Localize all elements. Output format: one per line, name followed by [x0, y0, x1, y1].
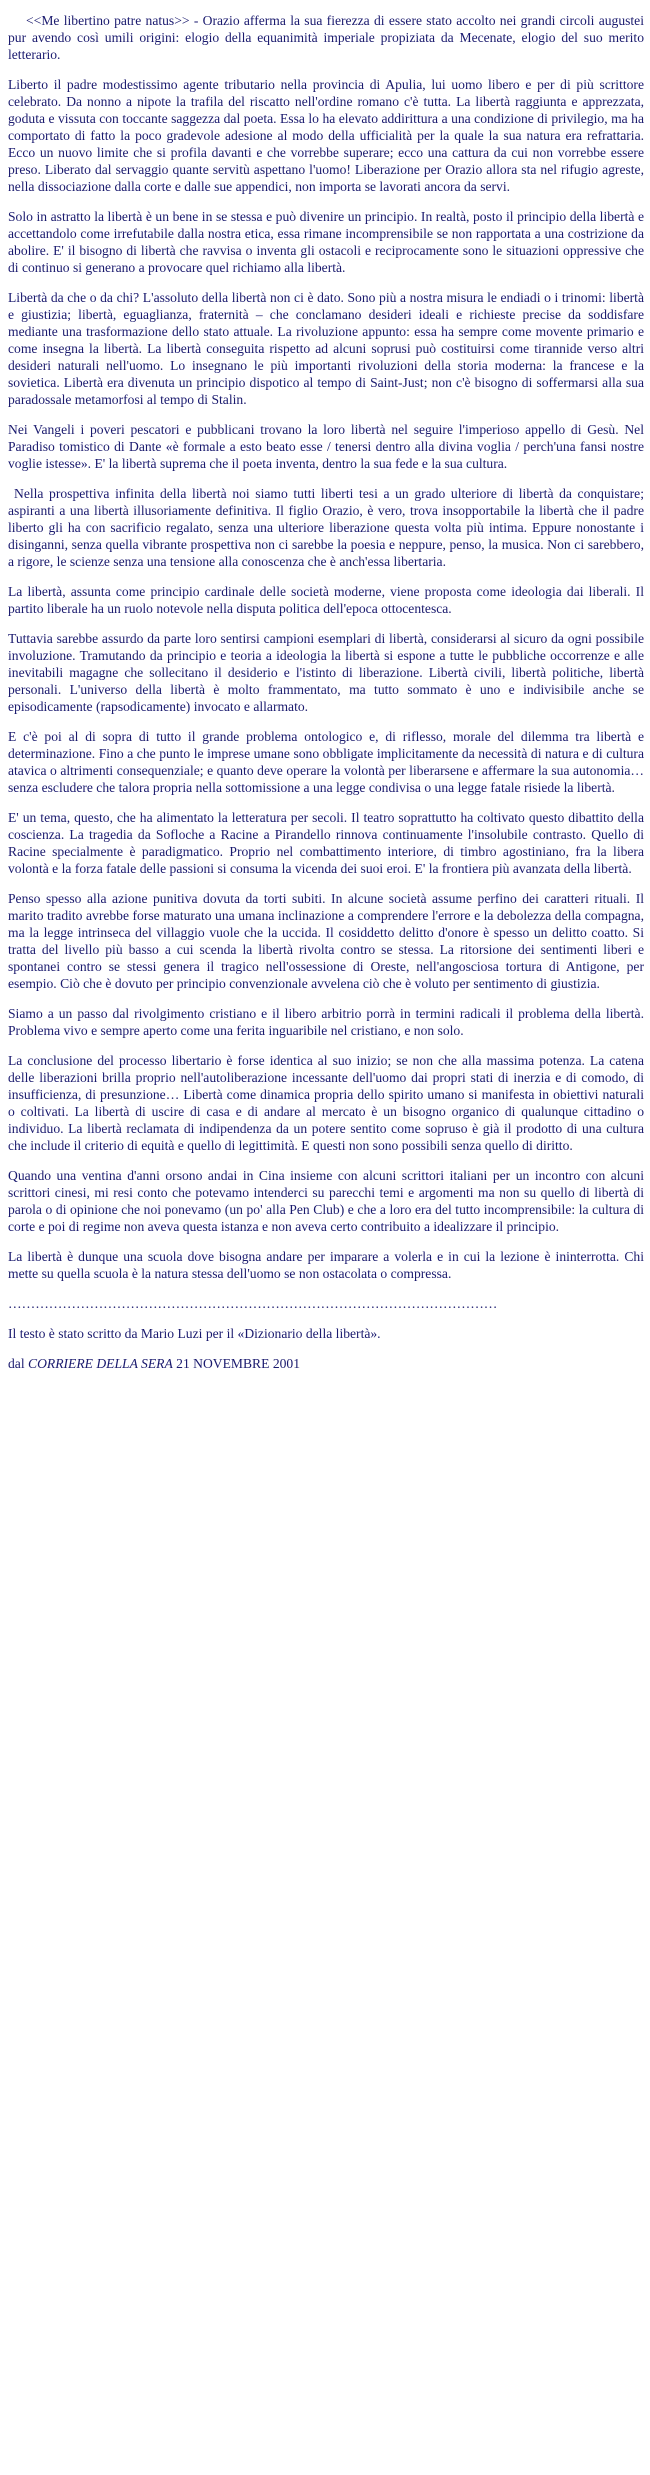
- paragraph-9: E c'è poi al di sopra di tutto il grande problema ontologico e, di riflesso, morale del dilemma tra libertà e determinazione. Fino a che punto le imprese umane sono obbligate implicitamente da necessità di natura e di cultura atavica o altrimenti consequenziale; e quanto deve operare la volontà per liberarsene e affermare la sua autonomia… senza escludere che talora propria nella sottomissione a una legge condivisa o una legge fatale risiede la libertà.: [8, 729, 644, 795]
- paragraph-10: E' un tema, questo, che ha alimentato la letteratura per secoli. Il teatro soprattutto ha coltivato questo dibattito della coscienza. La tragedia da Sofloche a Racine a Pirandello rinnova continuamente l'insolubile contrasto. Quello di Racine specialmente è paradigmatico. Proprio nel combattimento interiore, di timbro agostiniano, fra la libera volontà e la forza fatale delle passioni si consuma la vicenda dei suoi eroi. E' la frontiera più avanzata della libertà.: [8, 810, 644, 876]
- source-publication: CORRIERE DELLA SERA: [28, 1356, 173, 1371]
- paragraph-4: Libertà da che o da chi? L'assoluto della libertà non ci è dato. Sono più a nostra misura le endiadi o i trinomi: libertà e giustizia; libertà, eguaglianza, fraternità – che conclamano desideri ideali e richieste precise da soddisfare mediante una trasformazione dello stato attuale. La rivoluzione appunto: essa ha sempre come movente primario e come insegna la libertà. La libertà conseguita rispetto ad alcuni soprusi può costituirsi come tirannide verso altri desideri naturali nell'uomo. Lo insegnano le più importanti rivoluzioni della storia moderna: la francese e la sovietica. Libertà era divenuta un principio dispotico al tempo di Saint-Just; non c'è bisogno di soffermarsi alla sua paradossale metamorfosi al tempo di Stalin.: [8, 290, 644, 407]
- paragraph-12: Siamo a un passo dal rivolgimento cristiano e il libero arbitrio porrà in termini radicali il problema della libertà. Problema vivo e sempre aperto come una ferita inguaribile nel cristiano, e non solo.: [8, 1006, 644, 1038]
- paragraph-11: Penso spesso alla azione punitiva dovuta da torti subiti. In alcune società assume perfino dei caratteri rituali. Il marito tradito avrebbe forse maturato una umana inclinazione a comprendere l'errore e la debolezza della compagna, ma la legge intrinseca del villaggio vuole che la uccida. Il cosiddetto delitto d'onore è spesso un delitto coatto. Si tratta del livello più basso a cui scenda la libertà rivolta contro se stessa. La ritorsione dei sentimenti liberi e spontanei contro se stessi genera il tragico nell'ossessione di Oreste, nell'angosciosa tortura di Antigone, per esempio. Ciò che è dovuto per principio convenzionale avvelena ciò che è voluto per sentimento di giustizia.: [8, 891, 644, 991]
- paragraph-13: La conclusione del processo libertario è forse identica al suo inizio; se non che alla massima potenza. La catena delle liberazioni brilla proprio nell'autoliberazione incessante dell'uomo dai propri stati di inerzia e di comodo, di insufficienza, di presunzione… Libertà come dinamica propria dello spirito umano si manifesta in obiettivi naturali o coltivati. La libertà di uscire di casa e di andare al mercato è un bisogno organico di qualunque cittadino o individuo. La libertà reclamata di indipendenza da un potere sentito come sopruso è già il prodotto di una cultura che include il criterio di equità e quello di legittimità. E questi non sono possibili senza quello di diritto.: [8, 1053, 644, 1153]
- paragraph-2: Liberto il padre modestissimo agente tributario nella provincia di Apulia, lui uomo libero e per di più scrittore celebrato. Da nonno a nipote la trafila del riscatto nell'ordine romano c'è tutta. La libertà raggiunta e apprezzata, goduta e vissuta con toccante saggezza dal poeta. Essa lo ha elevato addirittura a una condizione di privilegio, ma ha comportato di fatto la poco gradevole adesione al modo della ufficialità per la quale la sua natura era refrattaria. Ecco un nuovo limite che si profila davanti e che vorrebbe superare; ecco una cattura da cui non vorrebbe essere preso. Liberato dal servaggio quante servitù aspettano l'uomo! Liberazione per Orazio allora sta nel rifugio agreste, nella dissociazione dalla corte e dalle sue appendici, non importa se lavorati ancora da servi.: [8, 77, 644, 194]
- author-credit: Il testo è stato scritto da Mario Luzi per il «Dizionario della libertà».: [8, 1326, 381, 1341]
- paragraph-7: La libertà, assunta come principio cardinale delle società moderne, viene proposta come ideologia dai liberali. Il partito liberale ha un ruolo notevole nella disputa politica dell'epoca ottocentesca.: [8, 584, 644, 616]
- paragraph-8: Tuttavia sarebbe assurdo da parte loro sentirsi campioni esemplari di libertà, considerarsi al sicuro da ogni possibile involuzione. Tramutando da principio e teoria a ideologia la libertà si espone a tutte le pubbliche occorrenze e alle inevitabili magagne che sollecitano il desiderio e l'istinto di liberazione. Libertà civili, libertà politiche, libertà personali. L'universo della libertà è molto frammentato, ma tutto sommato è uno e indivisibile anche se episodicamente (rapsodicamente) invocato e allarmato.: [8, 631, 644, 714]
- paragraph-6: Nella prospettiva infinita della libertà noi siamo tutti liberti tesi a un grado ulteriore di libertà da conquistare; aspiranti a una libertà illusoriamente definitiva. Il figlio Orazio, è vero, trova insopportabile la libertà che il padre liberto gli ha con sacrificio regalato, senza una ulteriore liberazione questa volta più intima. Eppure nonostante i disinganni, senza quella vibrante prospettiva non ci sarebbe la poesia e neppure, penso, la musica. Non ci sarebbero, a rigore, le scienze senza una tensione alla conoscenza che è anch'essa libertaria.: [8, 486, 644, 569]
- separator-dots: ………………………………………………………………………………………………: [8, 1296, 498, 1311]
- source-date: 21 NOVEMBRE 2001: [172, 1356, 301, 1371]
- paragraph-14: Quando una ventina d'anni orsono andai in Cina insieme con alcuni scrittori italiani per un incontro con alcuni scrittori cinesi, mi resi conto che potevamo intenderci su parecchi temi e argomenti ma non su quello di libertà di parola o di opinione che noi ponevamo (un po' alla Pen Club) e che a loro era del tutto incomprensibile: la cultura di corte e poi di regime non aveva questa istanza e non aveva certo contribuito a idealizzare il principio.: [8, 1168, 644, 1234]
- paragraph-15: La libertà è dunque una scuola dove bisogna andare per imparare a volerla e in cui la lezione è ininterrotta. Chi mette su quella scuola è la natura stessa dell'uomo se non ostacolata o compressa.: [8, 1249, 644, 1281]
- paragraph-5: Nei Vangeli i poveri pescatori e pubblicani trovano la loro libertà nel seguire l'imperioso appello di Gesù. Nel Paradiso tomistico di Dante «è formale a esto beato esse / tenersi dentro alla divina voglia / perch'una fansi nostre voglie istesse». E' la libertà suprema che il poeta inventa, dentro la sua fede e la sua cultura.: [8, 422, 644, 471]
- source-prefix: dal: [8, 1356, 29, 1371]
- source-line: [8, 1355, 644, 1372]
- paragraph-3: Solo in astratto la libertà è un bene in se stessa e può divenire un principio. In realtà, posto il principio della libertà e accettandolo come irrefutabile dalla nostra etica, essa rimane incomprensibile se non rapportata a una costrizione da abolire. E' il bisogno di libertà che ravvisa o inventa gli ostacoli e reciprocamente sono le situazioni oppressive che di continuo si generano a provocare quel richiamo alla libertà.: [8, 209, 644, 275]
- paragraph-1: <<Me libertino patre natus>> - Orazio afferma la sua fierezza di essere stato accolto nei grandi circoli augustei pur avendo così umili origini: elogio della equanimità imperiale propiziata da Mecenate, elogio del suo merito letterario.: [8, 13, 644, 62]
